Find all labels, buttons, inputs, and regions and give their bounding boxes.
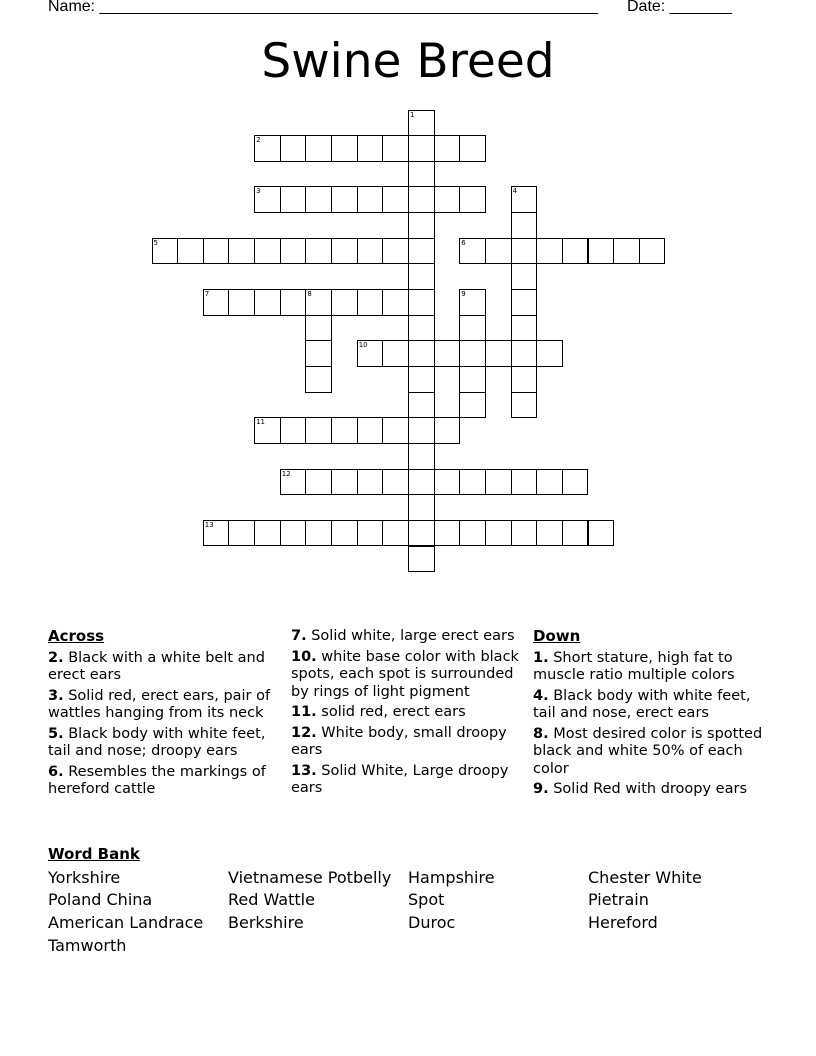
- clue-number: 4: [512, 187, 518, 196]
- across-clue: 12. White body, small droopy ears: [291, 724, 507, 758]
- across-heading: Across: [48, 627, 105, 645]
- grid-cell[interactable]: [562, 520, 589, 547]
- across-clue: 3. Solid red, erect ears, pair of wattles hanging from its neck: [48, 687, 271, 721]
- grid-cell[interactable]: [408, 340, 435, 367]
- grid-cell[interactable]: [331, 289, 358, 316]
- grid-cell[interactable]: [203, 520, 230, 547]
- grid-cell[interactable]: [459, 340, 486, 367]
- grid-cell[interactable]: [511, 186, 538, 213]
- clue-number-label: 1.: [533, 649, 549, 666]
- across-clues-column: [48, 628, 273, 802]
- grid-cell[interactable]: [408, 469, 435, 496]
- grid-cell[interactable]: [280, 289, 307, 316]
- word-bank-heading: Word Bank: [48, 845, 140, 863]
- grid-cell[interactable]: [459, 289, 486, 316]
- grid-cell[interactable]: [408, 546, 435, 573]
- name-field: Name: ________________________________________________________: [48, 0, 598, 15]
- grid-cell[interactable]: [511, 392, 538, 419]
- grid-cell[interactable]: [459, 520, 486, 547]
- clue-number: 1: [410, 110, 415, 119]
- grid-cell[interactable]: [177, 238, 204, 265]
- word-bank-item: Yorkshire: [48, 868, 121, 887]
- across-clue: 11. solid red, erect ears: [291, 704, 466, 720]
- grid-cell[interactable]: [280, 469, 307, 496]
- grid-cell[interactable]: [357, 520, 384, 547]
- clue-number: 6: [461, 238, 466, 247]
- grid-cell[interactable]: [408, 161, 435, 188]
- grid-cell[interactable]: [331, 417, 358, 444]
- grid-cell[interactable]: [228, 238, 255, 265]
- grid-cell[interactable]: [459, 135, 486, 162]
- grid-cell[interactable]: [382, 289, 409, 316]
- grid-cell[interactable]: [254, 135, 281, 162]
- grid-cell[interactable]: [357, 340, 384, 367]
- clue-number: 9: [461, 290, 466, 299]
- clue-number-label: 4.: [533, 687, 549, 704]
- grid-cell[interactable]: [382, 520, 409, 547]
- grid-cell[interactable]: [434, 520, 461, 547]
- clue-number: 2: [256, 136, 261, 145]
- grid-cell[interactable]: [485, 520, 512, 547]
- grid-cell[interactable]: [382, 417, 409, 444]
- grid-cell[interactable]: [382, 186, 409, 213]
- word-bank-item: Vietnamese Potbelly: [228, 868, 392, 887]
- clue-number-label: 3.: [48, 687, 64, 704]
- clue-number-label: 2.: [48, 649, 64, 666]
- grid-cell[interactable]: [305, 289, 332, 316]
- down-clue: 8. Most desired color is spotted black and white 50% of each color: [533, 725, 763, 777]
- word-bank-item: Red Wattle: [228, 890, 315, 909]
- clue-number-label: 7.: [291, 628, 307, 644]
- clue-number-label: 9.: [533, 781, 549, 797]
- grid-cell[interactable]: [254, 238, 281, 265]
- grid-cell[interactable]: [408, 212, 435, 239]
- page-title: Swine Breed: [261, 34, 555, 89]
- clue-number-label: 12.: [291, 724, 317, 741]
- word-bank-item: Duroc: [408, 913, 456, 932]
- grid-cell[interactable]: [305, 417, 332, 444]
- word-bank-item: Tamworth: [48, 936, 127, 955]
- grid-cell[interactable]: [305, 238, 332, 265]
- grid-cell[interactable]: [408, 315, 435, 342]
- down-heading: Down: [533, 627, 581, 645]
- clue-number-label: 13.: [291, 762, 317, 779]
- grid-cell[interactable]: [305, 340, 332, 367]
- word-bank-item: Poland China: [48, 890, 153, 909]
- word-bank-item: American Landrace: [48, 913, 204, 932]
- grid-cell[interactable]: [357, 238, 384, 265]
- grid-cell[interactable]: [408, 135, 435, 162]
- grid-cell[interactable]: [408, 289, 435, 316]
- grid-cell[interactable]: [357, 469, 384, 496]
- grid-cell[interactable]: [588, 238, 615, 265]
- down-clue: 9. Solid Red with droopy ears: [533, 781, 748, 797]
- down-clues-column: [533, 628, 768, 802]
- grid-cell[interactable]: [639, 238, 666, 265]
- grid-cell[interactable]: [331, 520, 358, 547]
- grid-cell[interactable]: [305, 366, 332, 393]
- grid-cell[interactable]: [305, 520, 332, 547]
- word-bank-item: Spot: [408, 890, 445, 909]
- grid-cell[interactable]: [459, 469, 486, 496]
- grid-cell[interactable]: [408, 520, 435, 547]
- grid-cell[interactable]: [382, 135, 409, 162]
- grid-cell[interactable]: [254, 417, 281, 444]
- clue-number: 5: [153, 238, 158, 247]
- clue-number: 11: [256, 418, 266, 427]
- grid-cell[interactable]: [357, 186, 384, 213]
- grid-cell[interactable]: [511, 340, 538, 367]
- grid-cell[interactable]: [511, 366, 538, 393]
- grid-cell[interactable]: [382, 469, 409, 496]
- grid-cell[interactable]: [562, 469, 589, 496]
- across-clue: 13. Solid White, Large droopy ears: [291, 762, 509, 796]
- grid-cell[interactable]: [152, 238, 179, 265]
- clue-number: 13: [204, 520, 214, 529]
- grid-cell[interactable]: [459, 315, 486, 342]
- grid-cell[interactable]: [536, 520, 563, 547]
- grid-cell[interactable]: [408, 417, 435, 444]
- grid-cell[interactable]: [331, 186, 358, 213]
- down-clue: 1. Short stature, high fat to muscle ratio multiple colors: [533, 649, 735, 683]
- clue-number-label: 8.: [533, 725, 549, 742]
- grid-cell[interactable]: [357, 417, 384, 444]
- across-clues-column-continued: [291, 628, 519, 801]
- grid-cell[interactable]: [511, 263, 538, 290]
- grid-cell[interactable]: [382, 238, 409, 265]
- grid-cell[interactable]: [562, 238, 589, 265]
- grid-cell[interactable]: [280, 135, 307, 162]
- clue-number-label: 10.: [291, 648, 317, 665]
- grid-cell[interactable]: [536, 469, 563, 496]
- across-clue: 10. white base color with black spots, each spot is surrounded by rings of light pigment: [291, 648, 519, 700]
- grid-cell[interactable]: [228, 289, 255, 316]
- grid-cell[interactable]: [408, 263, 435, 290]
- grid-cell[interactable]: [357, 135, 384, 162]
- grid-cell[interactable]: [305, 186, 332, 213]
- grid-cell[interactable]: [613, 238, 640, 265]
- grid-cell[interactable]: [331, 469, 358, 496]
- across-clue: 6. Resembles the markings of hereford cattle: [48, 763, 266, 797]
- clue-number: 10: [358, 341, 368, 350]
- clue-number: 12: [281, 469, 291, 478]
- grid-cell[interactable]: [280, 417, 307, 444]
- grid-cell[interactable]: [331, 238, 358, 265]
- grid-cell[interactable]: [254, 520, 281, 547]
- clue-number: 3: [256, 187, 261, 196]
- grid-cell[interactable]: [305, 315, 332, 342]
- grid-cell[interactable]: [511, 212, 538, 239]
- grid-cell[interactable]: [485, 340, 512, 367]
- clue-number-label: 6.: [48, 763, 64, 780]
- clue-number-label: 5.: [48, 725, 64, 742]
- grid-cell[interactable]: [228, 520, 255, 547]
- word-bank-item: Hampshire: [408, 868, 495, 887]
- down-clue: 4. Black body with white feet, tail and nose, erect ears: [533, 687, 751, 721]
- grid-cell[interactable]: [588, 520, 615, 547]
- across-clue: 2. Black with a white belt and erect ears: [48, 649, 265, 683]
- grid-cell[interactable]: [485, 238, 512, 265]
- grid-cell[interactable]: [511, 315, 538, 342]
- grid-cell[interactable]: [203, 289, 230, 316]
- grid-cell[interactable]: [434, 186, 461, 213]
- grid-cell[interactable]: [203, 238, 230, 265]
- grid-cell[interactable]: [511, 520, 538, 547]
- grid-cell[interactable]: [280, 186, 307, 213]
- clue-number: 7: [204, 290, 210, 299]
- grid-cell[interactable]: [254, 186, 281, 213]
- grid-cell[interactable]: [408, 494, 435, 521]
- clue-number-label: 11.: [291, 704, 317, 720]
- grid-cell[interactable]: [511, 289, 538, 316]
- grid-cell[interactable]: [331, 135, 358, 162]
- grid-cell[interactable]: [280, 238, 307, 265]
- word-bank-item: Pietrain: [588, 890, 649, 909]
- grid-cell[interactable]: [536, 340, 563, 367]
- grid-cell[interactable]: [434, 135, 461, 162]
- grid-cell[interactable]: [434, 469, 461, 496]
- across-clue: 7. Solid white, large erect ears: [291, 628, 515, 644]
- grid-cell[interactable]: [408, 366, 435, 393]
- grid-cell[interactable]: [408, 110, 435, 137]
- grid-cell[interactable]: [485, 469, 512, 496]
- date-field: Date: _______: [627, 0, 732, 15]
- grid-cell[interactable]: [459, 392, 486, 419]
- word-bank-item: Hereford: [588, 913, 658, 932]
- grid-cell[interactable]: [459, 366, 486, 393]
- clue-number: 8: [307, 290, 312, 299]
- word-bank-item: Berkshire: [228, 913, 304, 932]
- grid-cell[interactable]: [434, 340, 461, 367]
- grid-cell[interactable]: [382, 340, 409, 367]
- grid-cell[interactable]: [408, 392, 435, 419]
- grid-cell[interactable]: [536, 238, 563, 265]
- grid-cell[interactable]: [305, 135, 332, 162]
- grid-cell[interactable]: [408, 443, 435, 470]
- grid-cell[interactable]: [254, 289, 281, 316]
- grid-cell[interactable]: [459, 186, 486, 213]
- grid-cell[interactable]: [408, 186, 435, 213]
- across-clue: 5. Black body with white feet, tail and nose; droopy ears: [48, 725, 266, 759]
- grid-cell[interactable]: [511, 238, 538, 265]
- grid-cell[interactable]: [305, 469, 332, 496]
- grid-cell[interactable]: [408, 238, 435, 265]
- grid-cell[interactable]: [280, 520, 307, 547]
- word-bank-item: Chester White: [588, 868, 702, 887]
- grid-cell[interactable]: [357, 289, 384, 316]
- grid-cell[interactable]: [511, 469, 538, 496]
- grid-cell[interactable]: [434, 417, 461, 444]
- grid-cell[interactable]: [459, 238, 486, 265]
